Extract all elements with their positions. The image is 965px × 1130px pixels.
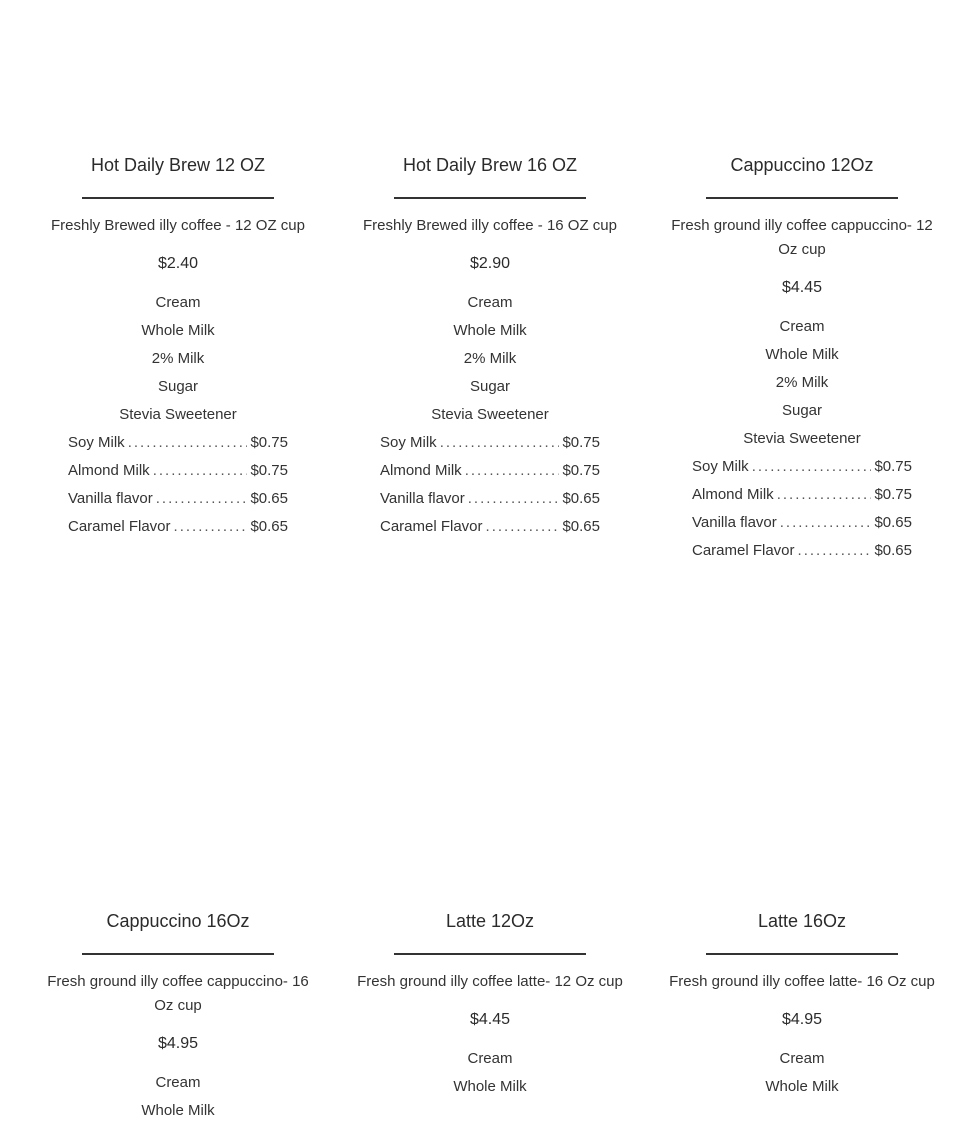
option-item: Cream — [467, 1050, 513, 1067]
title-divider — [394, 197, 586, 199]
menu-item-title: Hot Daily Brew 12 OZ — [90, 155, 266, 175]
extra-price: $0.65 — [562, 518, 600, 535]
dot-leader — [468, 485, 560, 513]
extra-name: Soy Milk — [68, 434, 125, 451]
menu-card-hot-daily-brew-16oz — [355, 153, 625, 541]
menu-item-description: Freshly Brewed illy coffee - 12 OZ cup — [51, 217, 305, 234]
menu-item-price: $2.90 — [469, 255, 511, 272]
menu-item-title: Cappuccino 16Oz — [106, 911, 250, 931]
option-item: Whole Milk — [765, 346, 839, 363]
option-item: Stevia Sweetener — [119, 406, 237, 423]
dot-leader — [465, 457, 560, 485]
option-item: Whole Milk — [453, 322, 527, 339]
menu-item-title: Latte 16Oz — [757, 911, 847, 931]
option-item: Whole Milk — [141, 322, 215, 339]
option-item: Sugar — [781, 402, 823, 419]
extra-row — [68, 485, 288, 513]
title-divider — [706, 197, 898, 199]
menu-item-description: Fresh ground illy coffee latte- 12 Oz cup — [357, 973, 623, 990]
option-item: 2% Milk — [463, 350, 517, 367]
extra-row — [380, 513, 600, 541]
extra-price: $0.75 — [562, 434, 600, 451]
extra-name: Soy Milk — [692, 458, 749, 475]
extra-row — [380, 457, 600, 485]
menu-card-latte-16oz — [667, 909, 937, 1101]
extra-price: $0.75 — [874, 486, 912, 503]
menu-card-cappuccino-16oz — [43, 909, 313, 1125]
dot-leader — [128, 429, 248, 457]
extra-price: $0.65 — [874, 542, 912, 559]
extra-price: $0.65 — [562, 490, 600, 507]
dot-leader — [780, 509, 872, 537]
menu-item-price: $4.45 — [469, 1011, 511, 1028]
menu-card-hot-daily-brew-12oz — [43, 153, 313, 541]
extra-row — [68, 429, 288, 457]
dot-leader — [440, 429, 560, 457]
option-item: Cream — [467, 294, 513, 311]
extra-row — [380, 429, 600, 457]
option-item: Sugar — [157, 378, 199, 395]
menu-item-description: Fresh ground illy coffee cappuccino- 12 Oz cup — [671, 217, 933, 258]
menu-item-description: Fresh ground illy coffee cappuccino- 16 Oz cup — [47, 973, 309, 1014]
menu-item-price: $4.45 — [781, 279, 823, 296]
extra-name: Almond Milk — [68, 462, 150, 479]
dot-leader — [153, 457, 248, 485]
option-item: Stevia Sweetener — [743, 430, 861, 447]
menu-item-price: $4.95 — [157, 1035, 199, 1052]
menu-item-title: Cappuccino 12Oz — [730, 155, 874, 175]
option-item: Cream — [779, 318, 825, 335]
option-item: Cream — [155, 294, 201, 311]
extra-name: Caramel Flavor — [692, 542, 795, 559]
extra-price: $0.65 — [874, 514, 912, 531]
option-item: Whole Milk — [453, 1078, 527, 1095]
extra-price: $0.65 — [250, 490, 288, 507]
title-divider — [82, 953, 274, 955]
menu-item-description: Freshly Brewed illy coffee - 16 OZ cup — [363, 217, 617, 234]
extra-price: $0.75 — [250, 462, 288, 479]
menu-card-latte-12oz — [355, 909, 625, 1101]
extra-name: Caramel Flavor — [68, 518, 171, 535]
menu-item-price: $4.95 — [781, 1011, 823, 1028]
extra-name: Almond Milk — [380, 462, 462, 479]
menu-item-description: Fresh ground illy coffee latte- 16 Oz cup — [669, 973, 935, 990]
extra-name: Almond Milk — [692, 486, 774, 503]
extra-row — [692, 481, 912, 509]
menu-item-title: Hot Daily Brew 16 OZ — [402, 155, 578, 175]
extra-row — [692, 453, 912, 481]
option-item: Cream — [155, 1074, 201, 1091]
option-item: Sugar — [469, 378, 511, 395]
extra-price: $0.65 — [250, 518, 288, 535]
extra-row — [68, 513, 288, 541]
extra-name: Vanilla flavor — [68, 490, 153, 507]
title-divider — [82, 197, 274, 199]
dot-leader — [798, 537, 872, 565]
extra-row — [692, 537, 912, 565]
extra-row — [380, 485, 600, 513]
option-item: 2% Milk — [151, 350, 205, 367]
extra-name: Soy Milk — [380, 434, 437, 451]
extra-row — [692, 509, 912, 537]
dot-leader — [777, 481, 872, 509]
option-item: Whole Milk — [141, 1102, 215, 1119]
extra-name: Caramel Flavor — [380, 518, 483, 535]
menu-item-price: $2.40 — [157, 255, 199, 272]
option-item: Stevia Sweetener — [431, 406, 549, 423]
extra-name: Vanilla flavor — [692, 514, 777, 531]
menu-item-title: Latte 12Oz — [445, 911, 535, 931]
menu-card-cappuccino-12oz — [667, 153, 937, 565]
option-item: Cream — [779, 1050, 825, 1067]
option-item: Whole Milk — [765, 1078, 839, 1095]
extra-name: Vanilla flavor — [380, 490, 465, 507]
title-divider — [394, 953, 586, 955]
dot-leader — [174, 513, 248, 541]
option-item: 2% Milk — [775, 374, 829, 391]
extra-price: $0.75 — [562, 462, 600, 479]
title-divider — [706, 953, 898, 955]
dot-leader — [486, 513, 560, 541]
dot-leader — [156, 485, 248, 513]
extra-price: $0.75 — [250, 434, 288, 451]
extra-price: $0.75 — [874, 458, 912, 475]
extra-row — [68, 457, 288, 485]
dot-leader — [752, 453, 872, 481]
